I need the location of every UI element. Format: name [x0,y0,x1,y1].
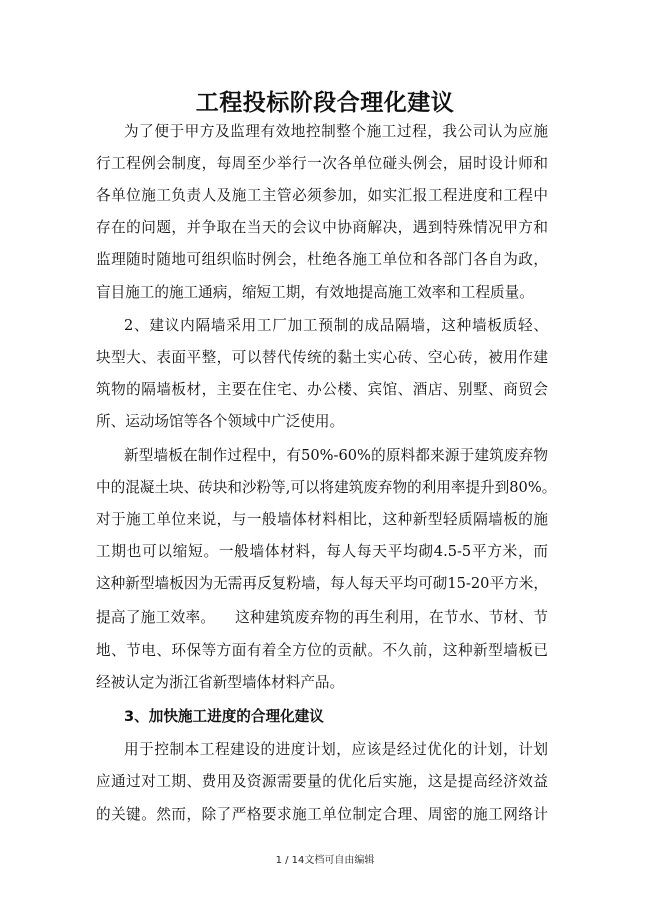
paragraph-line: 存在的问题，并争取在当天的会议中协商解决，遇到特殊情况甲方和 [96,219,548,236]
page-footer: 1 / 14文档可自由编辑 [275,855,375,866]
document-title: 工程投标阶段合理化建议 [195,90,455,116]
paragraph-line: 用于控制本工程建设的进度计划，应该是经过优化的计划，计划 [124,741,548,758]
paragraph-line: 盲目施工的施工通病，缩短工期，有效地提高施工效率和工程质量。 [96,284,534,301]
paragraph-line: 提高了施工效率。 这种建筑废弃物的再生利用，在节水、节材、节 [96,609,548,626]
section-heading: 3、加快施工进度的合理化建议 [124,708,324,725]
paragraph-line: 为了便于甲方及监理有效地控制整个施工过程，我公司认为应施 [124,123,548,140]
paragraph-line: 的关键。然而，除了严格要求施工单位制定合理、周密的施工网络计 [96,806,548,823]
paragraph-line: 监理随时随地可组织临时例会，杜绝各施工单位和各部门各自为政， [96,251,548,268]
paragraph-line: 对于施工单位来说，与一般墙体材料相比，这种新型轻质隔墙板的施 [96,511,548,528]
paragraph-line: 应通过对工期、费用及资源需要量的优化后实施，这是提高经济效益 [96,773,548,790]
paragraph-line: 各单位施工负责人及施工主管必须参加，如实汇报工程进度和工程中 [96,187,548,204]
paragraph-line: 中的混凝土块、砖块和沙粉等,可以将建筑废弃物的利用率提升到80%。 [96,479,557,496]
paragraph-line: 块型大、表面平整，可以替代传统的黏土实心砖、空心砖，被用作建 [96,349,548,366]
paragraph-line: 经被认定为浙江省新型墙体材料产品。 [96,674,345,691]
paragraph-line: 这种新型墙板因为无需再反复粉墙，每人每天平均可砌15-20平方米， [96,575,548,592]
paragraph-line: 新型墙板在制作过程中，有50%-60%的原料都来源于建筑废弃物 [124,447,548,464]
paragraph-line: 地、节电、环保等方面有着全方位的贡献。不久前，这种新型墙板已 [96,642,548,659]
paragraph-line: 2、建议内隔墙采用工厂加工预制的成品隔墙，这种墙板质轻、 [124,317,548,334]
paragraph-line: 所、运动场馆等各个领域中广泛使用。 [96,413,345,430]
paragraph-line: 行工程例会制度，每周至少举行一次各单位碰头例会，届时设计师和 [96,155,548,172]
paragraph-line: 筑物的隔墙板材，主要在住宅、办公楼、宾馆、酒店、别墅、商贸会 [96,381,548,398]
paragraph-line: 工期也可以缩短。一般墙体材料，每人每天平均砌4.5-5平方米，而 [96,543,548,560]
